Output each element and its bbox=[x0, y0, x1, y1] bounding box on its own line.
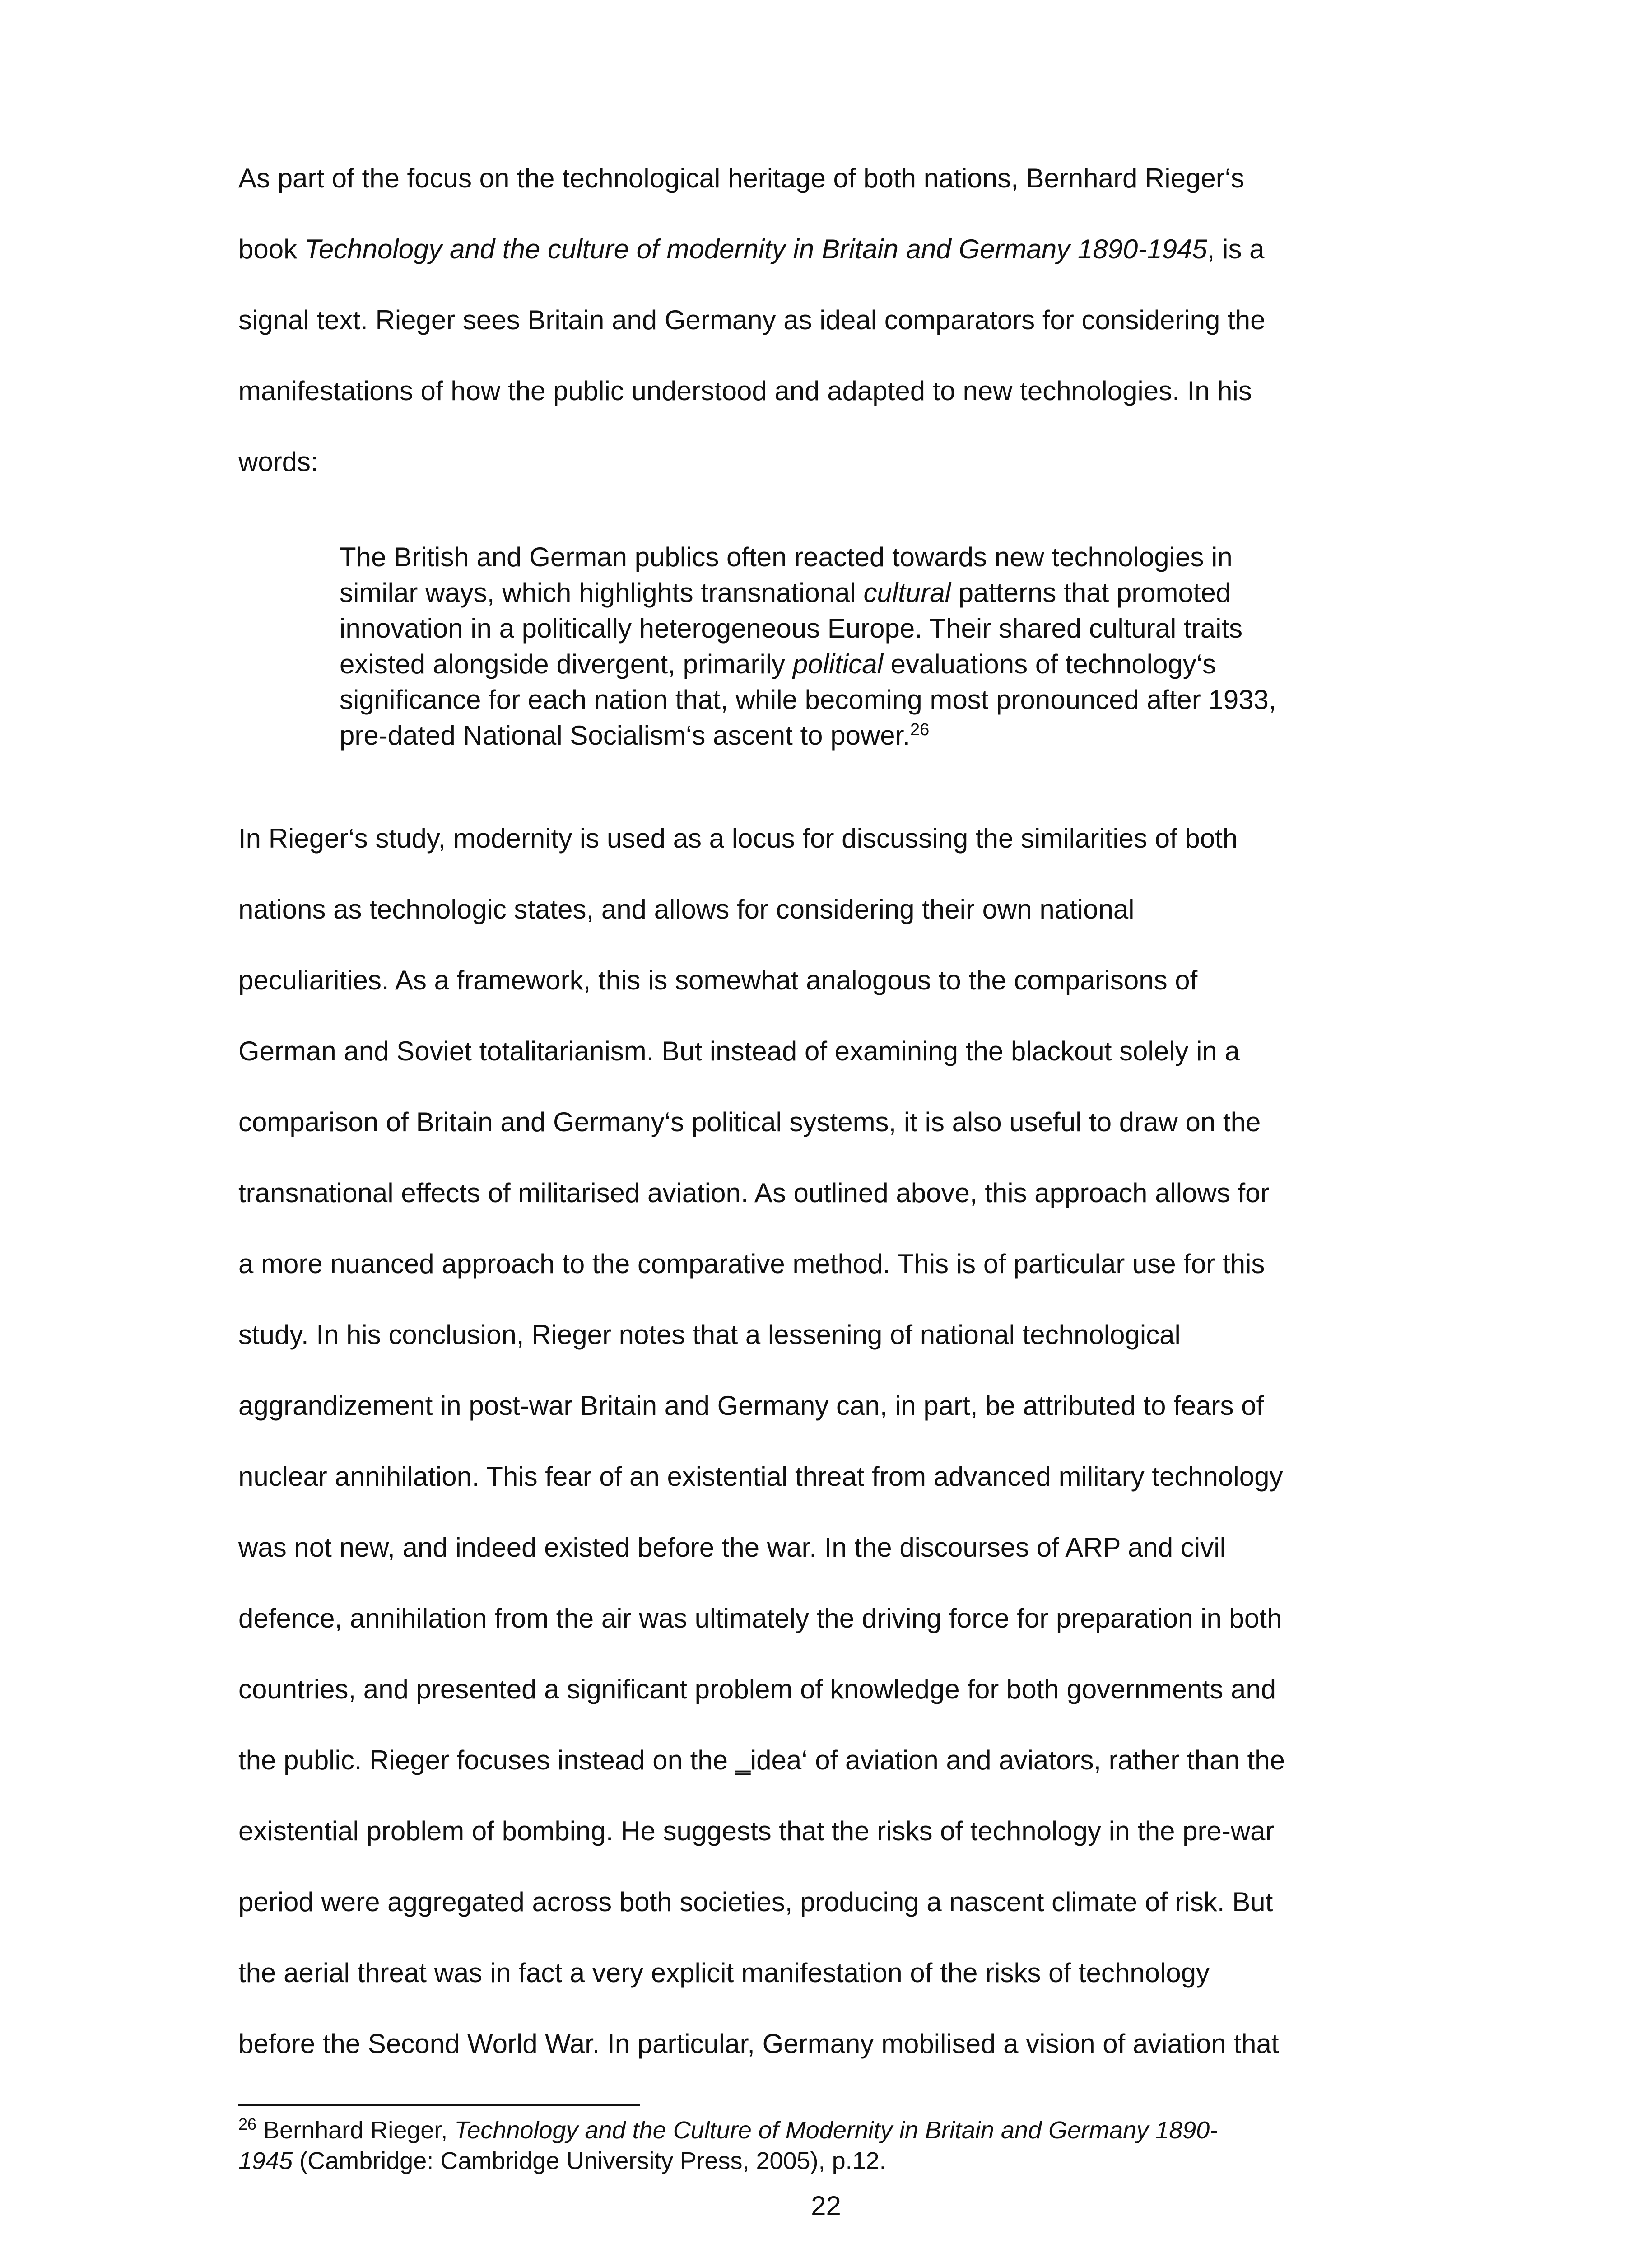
text-line bbox=[238, 1725, 1426, 1796]
text-line: signal text. Rieger sees Britain and Germany as ideal comparators for considering the bbox=[238, 305, 1266, 335]
cited-title: Technology and the Culture of Modernity in Britain and Germany 1890- bbox=[454, 2117, 1218, 2144]
text-line: countries, and presented a significant problem of knowledge for both governments and bbox=[238, 1674, 1276, 1704]
text-line: manifestations of how the public understood and adapted to new technologies. In his bbox=[238, 376, 1252, 406]
block-quote bbox=[340, 539, 1423, 753]
text-line: existential problem of bombing. He suggests that the risks of technology in the pre-war bbox=[238, 1816, 1275, 1846]
text-line: peculiarities. As a framework, this is somewhat analogous to the comparisons of bbox=[238, 965, 1198, 995]
text-line: nations as technologic states, and allows for considering their own national bbox=[238, 894, 1135, 924]
footnote-number: 26 bbox=[238, 2115, 257, 2133]
text-line: In Rieger‘s study, modernity is used as a locus for discussing the similarities of both bbox=[238, 823, 1238, 854]
text-line: a more nuanced approach to the comparative method. This is of particular use for this bbox=[238, 1249, 1265, 1279]
text-run: book bbox=[238, 234, 305, 264]
text-run: idea‘ of aviation and aviators, rather than the bbox=[750, 1745, 1285, 1775]
text-line: comparison of Britain and Germany‘s political systems, it is also useful to draw on the bbox=[238, 1107, 1261, 1137]
footnote-line bbox=[238, 2115, 1430, 2146]
text-line: before the Second World War. In particular, Germany mobilised a vision of aviation that bbox=[238, 2029, 1279, 2059]
footnote-reference[interactable]: 26 bbox=[910, 720, 930, 739]
book-title: Technology and the culture of modernity in Britain and Germany 1890-1945 bbox=[304, 234, 1207, 264]
cited-title: 1945 bbox=[238, 2147, 293, 2174]
text-run: evaluations of technology‘s bbox=[883, 649, 1216, 679]
text-run: pre-dated National Socialism‘s ascent to power. bbox=[340, 720, 910, 751]
text-line: period were aggregated across both societies, producing a nascent climate of risk. But bbox=[238, 1887, 1273, 1917]
text-line bbox=[238, 214, 1426, 285]
text-line: defence, annihilation from the air was ultimately the driving force for preparation in both bbox=[238, 1603, 1282, 1633]
quote-line bbox=[340, 575, 1423, 611]
footnote-line bbox=[238, 2146, 1430, 2176]
footnote bbox=[238, 2115, 1430, 2176]
text-run: (Cambridge: Cambridge University Press, 2005), p.12. bbox=[293, 2147, 886, 2174]
body-paragraph-1 bbox=[238, 143, 1426, 497]
quote-line bbox=[340, 718, 1423, 753]
text-line: aggrandizement in post-war Britain and Germany can, in part, be attributed to fears of bbox=[238, 1390, 1264, 1421]
page-number: 22 bbox=[811, 2191, 841, 2221]
quote-mark: ‗ bbox=[735, 1745, 750, 1775]
text-line: words: bbox=[238, 447, 318, 477]
text-run: existed alongside divergent, primarily bbox=[340, 649, 793, 679]
quote-line: significance for each nation that, while becoming most pronounced after 1933, bbox=[340, 685, 1276, 715]
emphasis: cultural bbox=[863, 578, 951, 608]
text-line: German and Soviet totalitarianism. But instead of examining the blackout solely in a bbox=[238, 1036, 1240, 1066]
text-run: similar ways, which highlights transnational bbox=[340, 578, 864, 608]
emphasis: political bbox=[792, 649, 883, 679]
quote-line: The British and German publics often reacted towards new technologies in bbox=[340, 542, 1233, 572]
text-line: nuclear annihilation. This fear of an existential threat from advanced military technology bbox=[238, 1461, 1283, 1492]
text-line: transnational effects of militarised aviation. As outlined above, this approach allows for bbox=[238, 1178, 1270, 1208]
text-line: study. In his conclusion, Rieger notes that a lessening of national technological bbox=[238, 1320, 1181, 1350]
text-run: the public. Rieger focuses instead on the bbox=[238, 1745, 735, 1775]
body-paragraph-2 bbox=[238, 803, 1426, 2079]
footnote-separator bbox=[238, 2104, 640, 2106]
text-run: , is a bbox=[1207, 234, 1265, 264]
text-run: patterns that promoted bbox=[950, 578, 1231, 608]
quote-line bbox=[340, 646, 1423, 682]
text-run: Bernhard Rieger, bbox=[256, 2117, 455, 2144]
text-line: the aerial threat was in fact a very explicit manifestation of the risks of technology bbox=[238, 1958, 1210, 1988]
text-line: was not new, and indeed existed before the war. In the discourses of ARP and civil bbox=[238, 1532, 1226, 1563]
text-line: As part of the focus on the technological heritage of both nations, Bernhard Rieger‘s bbox=[238, 163, 1245, 193]
quote-line: innovation in a politically heterogeneous Europe. Their shared cultural traits bbox=[340, 613, 1243, 644]
